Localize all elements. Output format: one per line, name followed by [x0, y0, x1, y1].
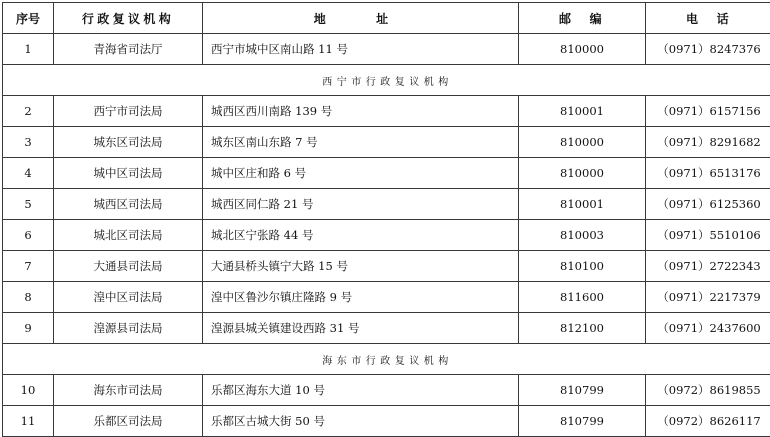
header-no: 序号	[3, 3, 54, 34]
cell-tel: （0972）8619855	[646, 375, 770, 406]
table-row	[3, 127, 770, 158]
cell-address: 城中区庄和路 6 号	[203, 158, 519, 189]
table-body	[3, 34, 770, 437]
table-row	[3, 313, 770, 344]
cell-no: 2	[3, 96, 54, 127]
cell-org: 城中区司法局	[54, 158, 203, 189]
cell-no: 1	[3, 34, 54, 65]
section-heading-row	[3, 65, 770, 96]
table-header	[3, 3, 770, 34]
table-row	[3, 282, 770, 313]
header-address-text: 地 址	[314, 12, 408, 26]
table-row	[3, 34, 770, 65]
cell-tel: （0971）6157156	[646, 96, 770, 127]
table-row	[3, 220, 770, 251]
cell-zip: 810001	[519, 96, 646, 127]
cell-no: 3	[3, 127, 54, 158]
cell-org: 海东市司法局	[54, 375, 203, 406]
cell-address: 湟源县城关镇建设西路 31 号	[203, 313, 519, 344]
cell-tel: （0971）5510106	[646, 220, 770, 251]
cell-address: 乐都区古城大街 50 号	[203, 406, 519, 437]
table-row	[3, 251, 770, 282]
cell-tel: （0971）6125360	[646, 189, 770, 220]
table-row	[3, 96, 770, 127]
cell-address: 西宁市城中区南山路 11 号	[203, 34, 519, 65]
cell-no: 9	[3, 313, 54, 344]
cell-address: 城西区同仁路 21 号	[203, 189, 519, 220]
table-row	[3, 406, 770, 437]
cell-org: 湟源县司法局	[54, 313, 203, 344]
cell-zip: 810003	[519, 220, 646, 251]
cell-org: 大通县司法局	[54, 251, 203, 282]
cell-zip: 810100	[519, 251, 646, 282]
cell-tel: （0971）8247376	[646, 34, 770, 65]
cell-tel: （0971）6513176	[646, 158, 770, 189]
header-tel	[646, 3, 770, 34]
cell-org: 城东区司法局	[54, 127, 203, 158]
cell-zip: 811600	[519, 282, 646, 313]
cell-no: 10	[3, 375, 54, 406]
table-row	[3, 189, 770, 220]
table-row	[3, 375, 770, 406]
cell-address: 湟中区鲁沙尔镇庄隆路 9 号	[203, 282, 519, 313]
cell-org: 城北区司法局	[54, 220, 203, 251]
header-row	[3, 3, 770, 34]
header-zip-text: 邮 编	[559, 12, 605, 26]
cell-zip: 810799	[519, 375, 646, 406]
cell-no: 5	[3, 189, 54, 220]
table-row	[3, 158, 770, 189]
cell-no: 11	[3, 406, 54, 437]
cell-no: 4	[3, 158, 54, 189]
cell-address: 城西区西川南路 139 号	[203, 96, 519, 127]
cell-tel: （0971）2722343	[646, 251, 770, 282]
cell-no: 7	[3, 251, 54, 282]
section-heading: 西宁市行政复议机构	[3, 65, 770, 96]
cell-zip: 812100	[519, 313, 646, 344]
cell-address: 城东区南山东路 7 号	[203, 127, 519, 158]
cell-org: 城西区司法局	[54, 189, 203, 220]
cell-tel: （0972）8626117	[646, 406, 770, 437]
agency-directory-table	[2, 2, 770, 437]
header-address	[203, 3, 519, 34]
cell-org: 西宁市司法局	[54, 96, 203, 127]
cell-tel: （0971）2217379	[646, 282, 770, 313]
cell-org: 青海省司法厅	[54, 34, 203, 65]
header-zip	[519, 3, 646, 34]
header-org: 行政复议机构	[54, 3, 203, 34]
header-tel-text: 电 话	[686, 12, 732, 26]
section-heading: 海东市行政复议机构	[3, 344, 770, 375]
cell-no: 8	[3, 282, 54, 313]
cell-tel: （0971）2437600	[646, 313, 770, 344]
cell-no: 6	[3, 220, 54, 251]
cell-zip: 810001	[519, 189, 646, 220]
cell-org: 湟中区司法局	[54, 282, 203, 313]
cell-zip: 810000	[519, 127, 646, 158]
cell-address: 城北区宁张路 44 号	[203, 220, 519, 251]
cell-zip: 810000	[519, 34, 646, 65]
cell-zip: 810799	[519, 406, 646, 437]
cell-address: 乐都区海东大道 10 号	[203, 375, 519, 406]
section-heading-row	[3, 344, 770, 375]
cell-org: 乐都区司法局	[54, 406, 203, 437]
cell-tel: （0971）8291682	[646, 127, 770, 158]
cell-zip: 810000	[519, 158, 646, 189]
cell-address: 大通县桥头镇宁大路 15 号	[203, 251, 519, 282]
